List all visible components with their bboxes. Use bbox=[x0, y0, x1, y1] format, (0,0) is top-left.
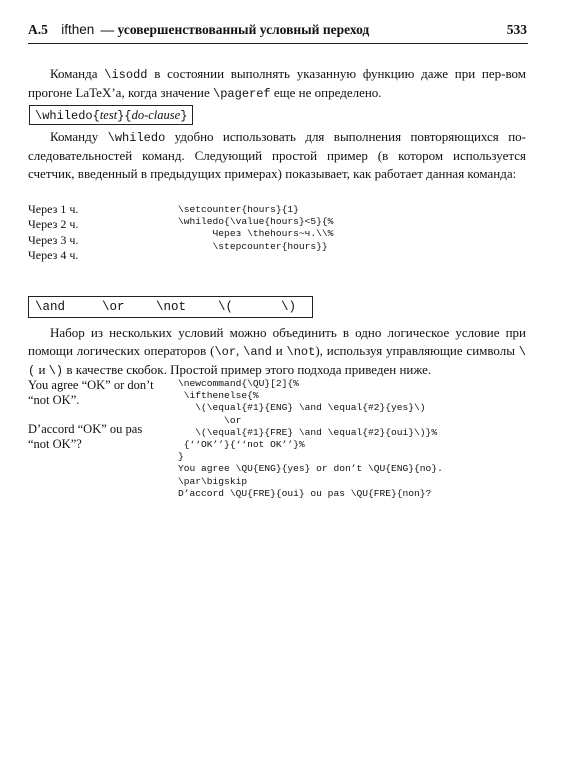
syntax-arg-test: test bbox=[99, 108, 118, 122]
section-title: усовершенствованный условный переход bbox=[117, 22, 370, 37]
example2-output-english: You agree “OK” or don’t “not OK”. bbox=[28, 378, 154, 407]
operator-close-paren: \) bbox=[281, 300, 297, 314]
para3-code-and: \and bbox=[243, 345, 272, 359]
para3-code-close-paren: \) bbox=[48, 364, 64, 378]
syntax-arg-do-clause: do-clause bbox=[131, 108, 181, 122]
operator-open-paren: \( bbox=[218, 300, 234, 314]
para1-text-1: Команда bbox=[50, 66, 105, 81]
example1-output-line: Через 1 ч. bbox=[28, 202, 79, 216]
page-number: 533 bbox=[506, 22, 527, 37]
example1-output-line: Через 3 ч. bbox=[28, 232, 79, 247]
para3-text-2: , bbox=[236, 343, 244, 358]
example1-code: \setcounter{hours}{1} \whiledo{\value{hours}<5}{% Через \thehours~ч.\\% \stepcounter{hours}} bbox=[178, 204, 334, 252]
example2-output-french: D’accord “OK” ou pas “not OK”? bbox=[28, 422, 143, 451]
header-rule bbox=[28, 43, 528, 44]
operator-and: \and bbox=[35, 300, 66, 314]
para3-text-5: и bbox=[35, 362, 49, 377]
section-number: A.5 bbox=[28, 22, 48, 37]
para1-code-pageref: \pageref bbox=[213, 87, 271, 101]
paragraph-isodd bbox=[28, 65, 526, 103]
logical-operators-box bbox=[28, 296, 313, 318]
para1-code-isodd: \isodd bbox=[104, 68, 148, 82]
para2-text-2: удобно использовать для выполнения повторяющихся по-следовательностей команд. Следующий простой пример (в котором используется счетчик, введенный в предыдущих примерах) показывает, как работает данная команда: bbox=[28, 129, 526, 181]
para3-text-6: в качестве скобок. Простой пример этого подхода приведен ниже. bbox=[63, 362, 432, 377]
para2-text-1: Команду bbox=[50, 129, 108, 144]
para2-code-whiledo: \whiledo bbox=[107, 131, 166, 145]
example2-code: \newcommand{\QU}[2]{% \ifthenelse{% \(\equal{#1}{ENG} \and \equal{#2}{yes}\) \or \(\equal{#1}{FRE} \and \equal{#2}{oui}\)}% {‘‘OK’’}{‘‘not OK’’}% } You agree \QU{ENG}{yes} or don’t \QU{ENG}{no}. \par\bigskip D’accord \QU{FRE}{oui} ou pas \QU{FRE}{non}? bbox=[178, 378, 443, 499]
paragraph-whiledo bbox=[28, 128, 526, 183]
para1-text-2: в состоянии выполнять указанную функцию даже при пер-вом прогоне LaTeX’a, когда значение bbox=[28, 66, 526, 100]
para3-text-3: и bbox=[271, 343, 287, 358]
running-header bbox=[28, 22, 369, 38]
whiledo-syntax-box: \whiledo{test}{do-clause} bbox=[29, 105, 193, 125]
package-name: ifthen bbox=[61, 22, 95, 37]
paragraph-logical-operators bbox=[28, 324, 526, 380]
para3-code-or: \or bbox=[214, 345, 237, 359]
example1-output-line: Через 4 ч. bbox=[28, 247, 79, 262]
para3-code-not: \not bbox=[286, 345, 316, 359]
para1-text-3: еще не определено. bbox=[270, 85, 382, 100]
operator-not: \not bbox=[156, 300, 187, 314]
example1-output bbox=[28, 202, 78, 263]
example2-output bbox=[28, 378, 156, 452]
header-dash: — bbox=[100, 22, 115, 37]
para3-code-open-paren: \( bbox=[28, 345, 526, 378]
para3-text-1: Набор из нескольких условий можно объединить в одно логическое условие при помощи логических операторов ( bbox=[28, 325, 526, 358]
operator-or: \or bbox=[102, 300, 125, 314]
syntax-command: \whiledo bbox=[35, 109, 93, 123]
example1-output-line: Через 2 ч. bbox=[28, 217, 79, 232]
para3-text-4: ), используя управляющие символы bbox=[315, 343, 519, 358]
